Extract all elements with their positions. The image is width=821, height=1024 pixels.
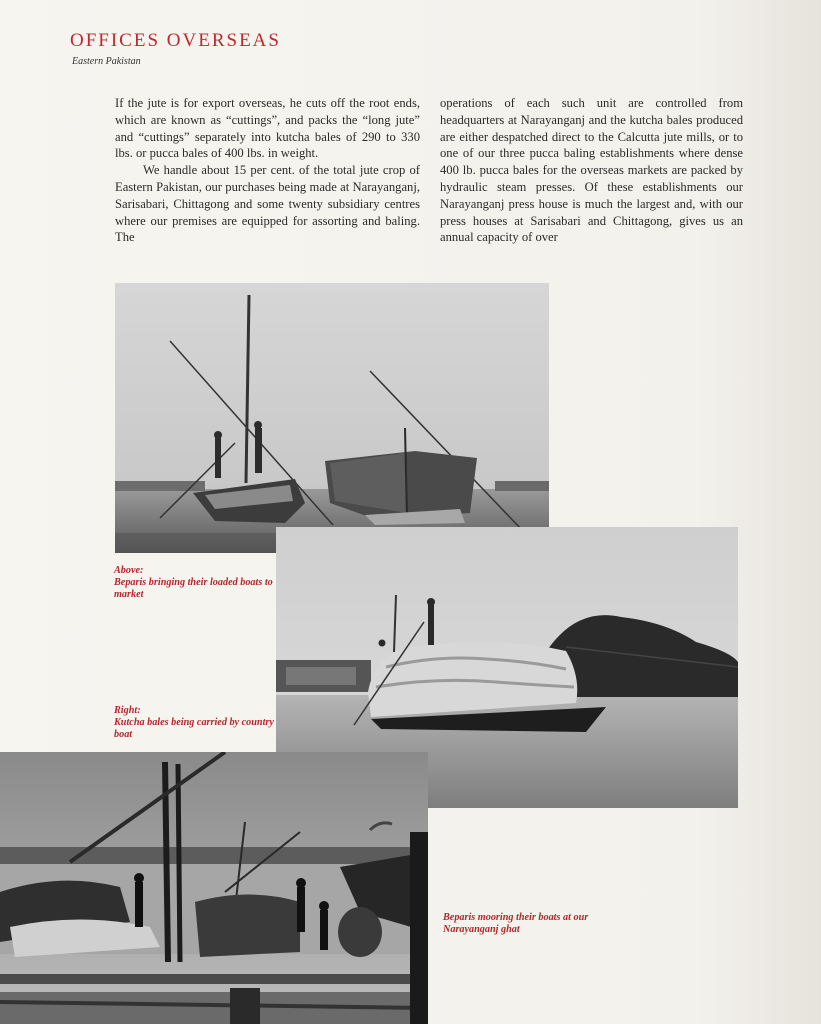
caption-above-text: Beparis bringing their loaded boats to market <box>114 577 273 600</box>
caption-right-text: Kutcha bales being carried by country boat <box>114 717 274 740</box>
photo-narayanganj-ghat <box>0 752 428 1024</box>
page-subtitle: Eastern Pakistan <box>72 56 141 67</box>
paragraph-operations: operations of each such unit are controlled from headquarters at Narayanganj and the kutcha bales produced are either despatched direct to the Calcutta jute mills, or to one of our three pucca baling establishments where dense 400 lb. pucca bales for the overseas markets are packed by hydraulic steam presses. Of these establishments our Narayanganj press house is much the largest and, with our press houses at Sarisabari and Chittagong, gives us an annual capacity of over <box>440 96 743 245</box>
page-title: OFFICES OVERSEAS <box>70 30 281 51</box>
paragraph-purchases: We handle about 15 per cent. of the total jute crop of Eastern Pakistan, our purchases being made at Narayanganj, Sarisabari, Chittagong and some twenty subsidiary centres where our premises are equipped for assorting and baling. The <box>115 163 420 245</box>
caption-above-label: Above: <box>114 565 144 576</box>
photo-beparis-boats <box>115 283 549 553</box>
caption-above <box>114 565 274 601</box>
text-column-left <box>115 95 420 246</box>
caption-right-label: Right: <box>114 705 141 716</box>
paragraph-export: If the jute is for export overseas, he cuts off the root ends, which are known as “cuttings”, and packs the “long jute” and “cuttings” separately into kutcha bales of 290 to 330 lbs. or pucca bales of 400 lbs. in weight. <box>115 96 420 161</box>
text-column-right <box>440 95 743 246</box>
caption-right <box>114 705 274 741</box>
caption-mooring <box>443 912 603 936</box>
caption-mooring-text: Beparis mooring their boats at our Narayanganj ghat <box>443 912 589 935</box>
